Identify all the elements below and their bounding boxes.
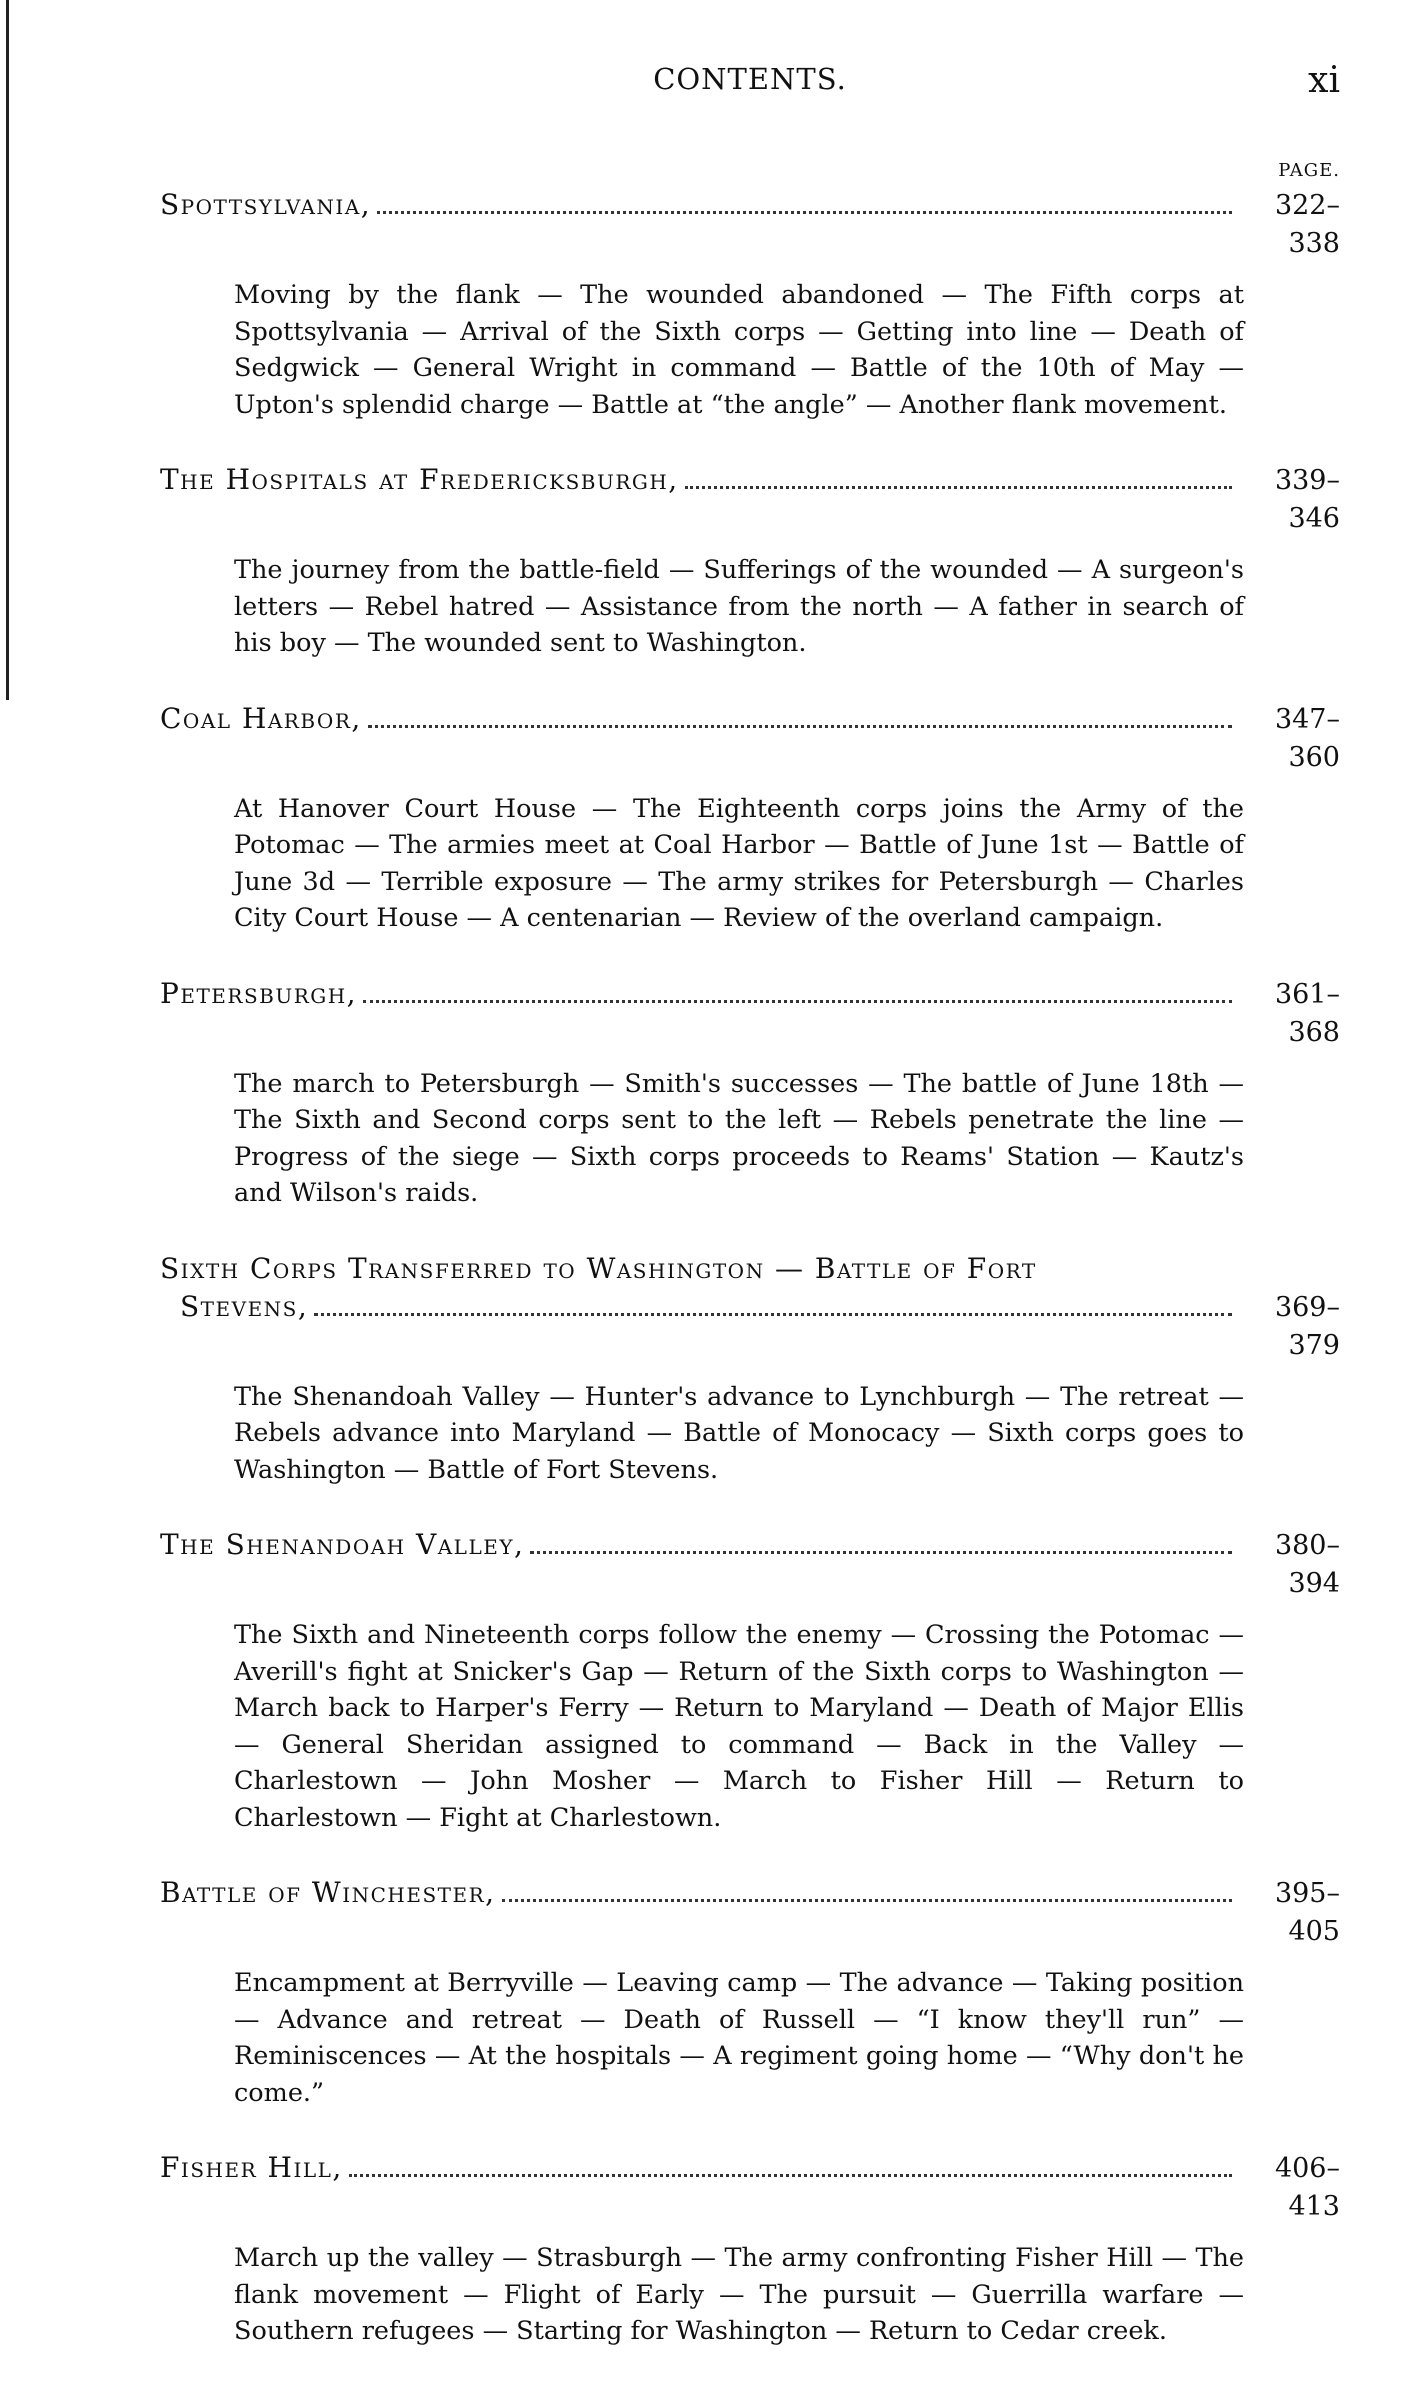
entry-heading bbox=[160, 700, 1340, 777]
toc-entry bbox=[160, 186, 1340, 423]
entry-heading bbox=[160, 186, 1340, 263]
entry-pages: 369–379 bbox=[1274, 1291, 1340, 1361]
entry-pages: 347–360 bbox=[1274, 703, 1340, 773]
entry-title: Spottsylvania, bbox=[160, 188, 372, 221]
page-number: xi bbox=[1308, 60, 1340, 101]
dot-leader bbox=[363, 1000, 1232, 1003]
entry-title: Coal Harbor, bbox=[160, 701, 362, 735]
entry-pages: 380–394 bbox=[1274, 1530, 1340, 1599]
entry-description: The journey from the battle-field — Sufferings of the wounded — A surgeon's letters — Rebel hatred — Assistance from the north — A father in search of his boy — The wounded sent to Washington. bbox=[234, 555, 1244, 658]
contents-page bbox=[160, 0, 1340, 2388]
entry-title-line2: Stevens, bbox=[180, 1289, 309, 1323]
entry-description: At Hanover Court House — The Eighteenth corps joins the Army of the Potomac — The armies meet at Coal Harbor — Battle of June 1st — Battle of June 3d — Terrible exposure — The army strikes for Petersburgh — Charles City Court House — A centenarian — Review of the overland campaign. bbox=[234, 793, 1244, 933]
entry-description: Moving by the flank — The wounded abandoned — The Fifth corps at Spottsylvania — Arrival of the Sixth corps — Getting into line — Death of Sedgwick — General Wright in command — Battle of the 10th of May — Upton's splendid charge — Battle at “the angle” — Another flank movement. bbox=[234, 280, 1244, 420]
entry-description: The Sixth and Nineteenth corps follow the enemy — Crossing the Potomac — Averill's fight at Snicker's Gap — Return of the Sixth corps to Washington — March back to Harper's Ferry — Return to Maryland — Death of Major Ellis — General Sheridan assigned to command — Back in the Valley — Charlestown — John Mosher — March to Fisher Hill — Return to Charlestown — Fight at Charlestown. bbox=[234, 1620, 1244, 1833]
toc-entry bbox=[160, 1874, 1340, 2111]
entry-heading bbox=[160, 1250, 1340, 1365]
dot-leader bbox=[349, 2174, 1232, 2177]
entry-heading bbox=[160, 461, 1340, 538]
entry-heading bbox=[160, 1874, 1340, 1951]
running-title: CONTENTS. bbox=[653, 62, 847, 96]
dot-leader bbox=[368, 725, 1232, 728]
entry-title: The Shenandoah Valley, bbox=[160, 1528, 525, 1561]
entry-title: Fisher Hill, bbox=[160, 2151, 343, 2184]
entry-pages: 322–338 bbox=[1274, 190, 1340, 259]
toc-entry bbox=[160, 2149, 1340, 2350]
dot-leader bbox=[685, 486, 1232, 489]
entry-title-line1: Sixth Corps Transferred to Washington — Battle of Fort bbox=[160, 1251, 1037, 1285]
dot-leader bbox=[314, 1313, 1232, 1316]
toc-entry bbox=[160, 975, 1340, 1212]
entry-pages: 395–405 bbox=[1274, 1878, 1340, 1947]
entry-description: March up the valley — Strasburgh — The army confronting Fisher Hill — The flank movement — Flight of Early — The pursuit — Guerrilla warfare — Southern refugees — Starting for Washington — Return to Cedar creek. bbox=[234, 2243, 1244, 2346]
scan-margin-line bbox=[6, 0, 9, 700]
toc-entry bbox=[160, 1526, 1340, 1836]
entry-description: The march to Petersburgh — Smith's successes — The battle of June 18th — The Sixth and Second corps sent to the left — Rebels penetrate the line — Progress of the siege — Sixth corps proceeds to Reams' Station — Kautz's and Wilson's raids. bbox=[234, 1068, 1244, 1208]
entry-heading bbox=[160, 1526, 1340, 1603]
entry-description: Encampment at Berryville — Leaving camp — The advance — Taking position — Advance and retreat — Death of Russell — “I know they'll run” — Reminiscences — At the hospitals — A regiment going home — “Why don't he come.” bbox=[234, 1968, 1244, 2108]
entry-pages: 339–346 bbox=[1274, 465, 1340, 534]
entry-pages: 361–368 bbox=[1274, 978, 1340, 1048]
entry-title: Battle of Winchester, bbox=[160, 1876, 496, 1909]
entry-description: The Shenandoah Valley — Hunter's advance to Lynchburgh — The retreat — Rebels advance into Maryland — Battle of Monocacy — Sixth corps goes to Washington — Battle of Fort Stevens. bbox=[234, 1381, 1244, 1485]
entry-pages: 406–413 bbox=[1274, 2153, 1340, 2222]
entry-title: Petersburgh, bbox=[160, 976, 358, 1010]
entry-heading bbox=[160, 975, 1340, 1052]
page-header bbox=[160, 0, 1340, 110]
toc-entry bbox=[160, 461, 1340, 662]
dot-leader bbox=[502, 1899, 1232, 1902]
toc-entry bbox=[160, 1250, 1340, 1489]
entry-title: The Hospitals at Fredericksburgh, bbox=[160, 463, 679, 496]
toc-entry bbox=[160, 700, 1340, 937]
dot-leader bbox=[377, 211, 1232, 214]
dot-leader bbox=[530, 1551, 1232, 1554]
entry-heading bbox=[160, 2149, 1340, 2226]
page-column-label: PAGE. bbox=[1278, 160, 1340, 181]
entry-title-line2-row bbox=[160, 1288, 1340, 1365]
